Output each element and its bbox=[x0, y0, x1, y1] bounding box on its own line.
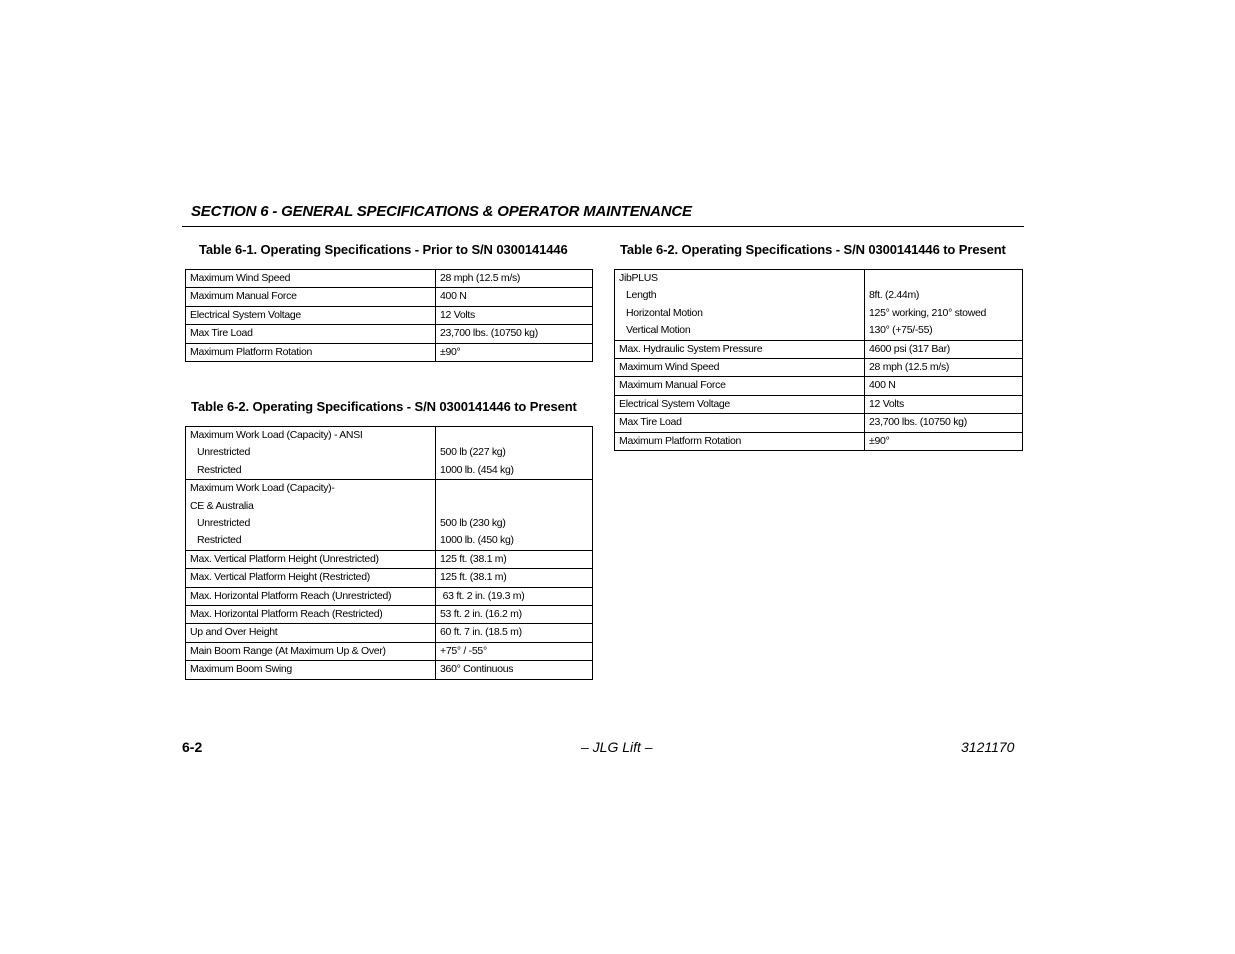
table-cell-label: Max. Hydraulic System Pressure bbox=[615, 340, 865, 358]
table-cell-value: 400 N bbox=[865, 377, 1023, 395]
wl-ansi-unrestricted-value: 500 lb (227 kg) bbox=[440, 446, 506, 459]
table-row bbox=[186, 606, 593, 624]
table-cell-value: 12 Volts bbox=[865, 395, 1023, 413]
wl-ansi-unrestricted-label: Unrestricted bbox=[197, 446, 251, 459]
table-cell-label: Main Boom Range (At Maximum Up & Over) bbox=[186, 642, 436, 660]
table-cell-value: 125 ft. (38.1 m) bbox=[436, 569, 593, 587]
table-row bbox=[186, 480, 593, 551]
table-row bbox=[615, 377, 1023, 395]
table-cell-label: Maximum Wind Speed bbox=[615, 359, 865, 377]
table-row bbox=[615, 395, 1023, 413]
table-cell-value: ±90° bbox=[865, 432, 1023, 450]
table-row bbox=[186, 624, 593, 642]
wl-ce-restricted-label: Restricted bbox=[197, 534, 242, 547]
document-number: 3121170 bbox=[961, 739, 1015, 755]
table-cell-label: Up and Over Height bbox=[186, 624, 436, 642]
table3 bbox=[614, 269, 1023, 451]
table-cell-value: 23,700 lbs. (10750 kg) bbox=[436, 325, 593, 343]
wl-ce-title-2: CE & Australia bbox=[190, 499, 254, 512]
section-divider bbox=[182, 226, 1024, 227]
table-cell-value: 23,700 lbs. (10750 kg) bbox=[865, 414, 1023, 432]
table-cell-label: Maximum Manual Force bbox=[186, 288, 436, 306]
jib-hmotion-label: Horizontal Motion bbox=[626, 306, 703, 319]
table-row bbox=[615, 359, 1023, 377]
table2-body bbox=[186, 427, 593, 680]
jib-hmotion-value: 125° working, 210° stowed bbox=[869, 306, 987, 319]
jib-vmotion-value: 130° (+75/-55) bbox=[869, 324, 933, 337]
table-cell-value: 63 ft. 2 in. (19.3 m) bbox=[436, 587, 593, 605]
table-row bbox=[186, 325, 593, 343]
table-cell-value: 400 N bbox=[436, 288, 593, 306]
section-title: SECTION 6 - GENERAL SPECIFICATIONS & OPERATOR MAINTENANCE bbox=[191, 203, 692, 220]
table-cell-value bbox=[436, 427, 593, 480]
table-row bbox=[186, 550, 593, 568]
table-cell-label: Maximum Platform Rotation bbox=[186, 343, 436, 361]
table-cell-value bbox=[436, 480, 593, 551]
wl-ce-unrestricted-value: 500 lb (230 kg) bbox=[440, 517, 506, 530]
table-cell-label: Max. Horizontal Platform Reach (Restricted) bbox=[186, 606, 436, 624]
wl-ce-title-1: Maximum Work Load (Capacity)- bbox=[190, 482, 335, 495]
table-cell-value: 360° Continuous bbox=[436, 661, 593, 679]
wl-ansi-title: Maximum Work Load (Capacity) - ANSI bbox=[190, 429, 363, 441]
table3-body bbox=[615, 270, 1023, 451]
table-cell-label: Max. Horizontal Platform Reach (Unrestricted) bbox=[186, 587, 436, 605]
table-row bbox=[186, 343, 593, 361]
table-cell-label bbox=[186, 480, 436, 551]
table-cell-value: +75° / -55° bbox=[436, 642, 593, 660]
wl-ce-unrestricted-label: Unrestricted bbox=[197, 517, 251, 530]
table-row bbox=[186, 569, 593, 587]
table-row bbox=[615, 270, 1023, 341]
table2-caption: Table 6-2. Operating Specifications - S/N 0300141446 to Present bbox=[191, 399, 577, 414]
table-row bbox=[186, 587, 593, 605]
table3-caption: Table 6-2. Operating Specifications - S/N 0300141446 to Present bbox=[620, 242, 1006, 257]
table-row bbox=[186, 427, 593, 480]
table-cell-value: 60 ft. 7 in. (18.5 m) bbox=[436, 624, 593, 642]
table-cell-value: 12 Volts bbox=[436, 306, 593, 324]
table-cell-label: Electrical System Voltage bbox=[615, 395, 865, 413]
table1-caption: Table 6-1. Operating Specifications - Prior to S/N 0300141446 bbox=[199, 242, 568, 257]
table-cell-value: 28 mph (12.5 m/s) bbox=[865, 359, 1023, 377]
table-cell-value: 4600 psi (317 Bar) bbox=[865, 340, 1023, 358]
table-row bbox=[186, 661, 593, 679]
wl-ansi-restricted-value: 1000 lb. (454 kg) bbox=[440, 463, 514, 476]
page-number: 6-2 bbox=[182, 739, 203, 755]
table-cell-label: Maximum Wind Speed bbox=[186, 270, 436, 288]
jib-vmotion-label: Vertical Motion bbox=[626, 324, 691, 337]
table-row bbox=[186, 306, 593, 324]
table-cell-label: Max Tire Load bbox=[186, 325, 436, 343]
wl-ansi-restricted-label: Restricted bbox=[197, 463, 242, 476]
table-cell-label bbox=[615, 270, 865, 341]
table-cell-label: Electrical System Voltage bbox=[186, 306, 436, 324]
table-cell-label: Max. Vertical Platform Height (Unrestricted) bbox=[186, 550, 436, 568]
table-row bbox=[615, 340, 1023, 358]
footer-title: – JLG Lift – bbox=[581, 739, 653, 755]
wl-ce-restricted-value: 1000 lb. (450 kg) bbox=[440, 534, 514, 547]
table-cell-value bbox=[865, 270, 1023, 341]
jib-length-value: 8ft. (2.44m) bbox=[869, 289, 920, 302]
table-cell-label: Max Tire Load bbox=[615, 414, 865, 432]
table-row bbox=[615, 432, 1023, 450]
table-row bbox=[186, 642, 593, 660]
table-cell-label: Maximum Platform Rotation bbox=[615, 432, 865, 450]
table-cell-label bbox=[186, 427, 436, 480]
table2 bbox=[185, 426, 593, 680]
table-row bbox=[186, 270, 593, 288]
jib-title: JibPLUS bbox=[619, 272, 658, 284]
table-cell-label: Max. Vertical Platform Height (Restricted) bbox=[186, 569, 436, 587]
table-cell-value: ±90° bbox=[436, 343, 593, 361]
table-cell-label: Maximum Boom Swing bbox=[186, 661, 436, 679]
table1 bbox=[185, 269, 593, 362]
table-row bbox=[615, 414, 1023, 432]
jib-length-label: Length bbox=[626, 289, 657, 302]
table-cell-value: 28 mph (12.5 m/s) bbox=[436, 270, 593, 288]
table-cell-value: 53 ft. 2 in. (16.2 m) bbox=[436, 606, 593, 624]
table-cell-label: Maximum Manual Force bbox=[615, 377, 865, 395]
table1-body bbox=[186, 270, 593, 362]
table-row bbox=[186, 288, 593, 306]
table-cell-value: 125 ft. (38.1 m) bbox=[436, 550, 593, 568]
